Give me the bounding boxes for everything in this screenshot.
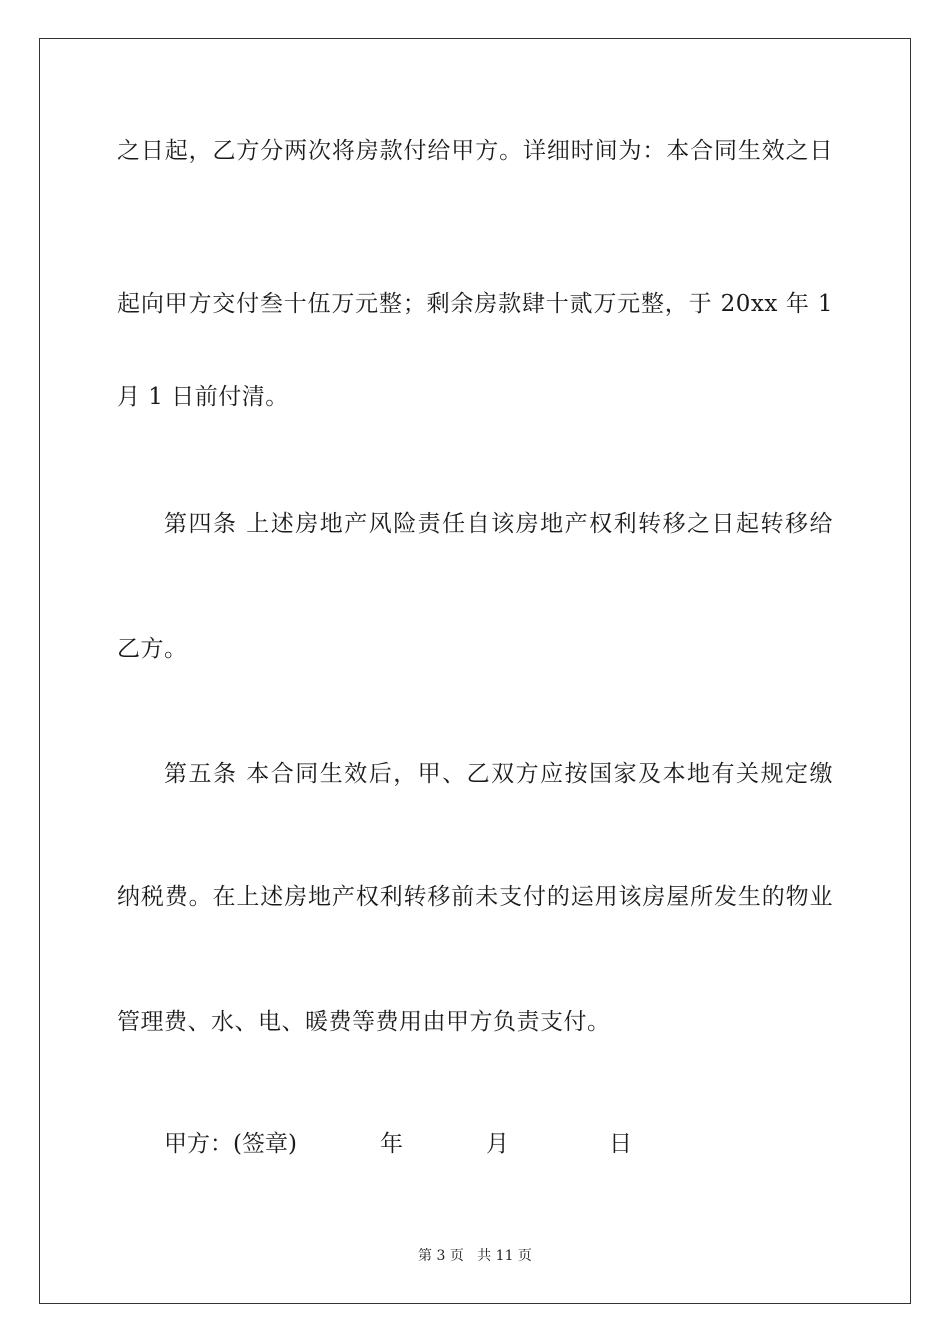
body-line-1: 之日起，乙方分两次将房款付给甲方。详细时间为：本合同生效之日 <box>117 138 833 164</box>
article-5-line-2: 纳税费。在上述房地产权利转移前未支付的运用该房屋所发生的物业 <box>117 884 833 910</box>
signature-year-label: 年 <box>380 1131 403 1157</box>
article-5-line-3: 管理费、水、电、暖费等费用由甲方负责支付。 <box>117 1009 611 1035</box>
signature-row <box>0 1129 950 1159</box>
body-line-2: 起向甲方交付叁十伍万元整；剩余房款肆十贰万元整，于 20xx 年 1 <box>117 291 833 317</box>
article-4-line-1: 第四条 上述房地产风险责任自该房地产权利转移之日起转移给 <box>164 511 833 537</box>
body-line-3: 月 1 日前付清。 <box>117 384 289 410</box>
signature-day-label: 日 <box>609 1131 632 1157</box>
page-number: 第 3 页 <box>418 1248 464 1264</box>
page-total: 共 11 页 <box>477 1248 532 1264</box>
article-4-line-2: 乙方。 <box>117 636 188 662</box>
signature-month-label: 月 <box>486 1131 509 1157</box>
page-footer <box>0 1246 950 1266</box>
party-a-signature-label: 甲方：(签章) <box>164 1131 297 1157</box>
article-5-line-1: 第五条 本合同生效后，甲、乙双方应按国家及本地有关规定缴 <box>164 761 833 787</box>
page-frame <box>39 38 911 1304</box>
